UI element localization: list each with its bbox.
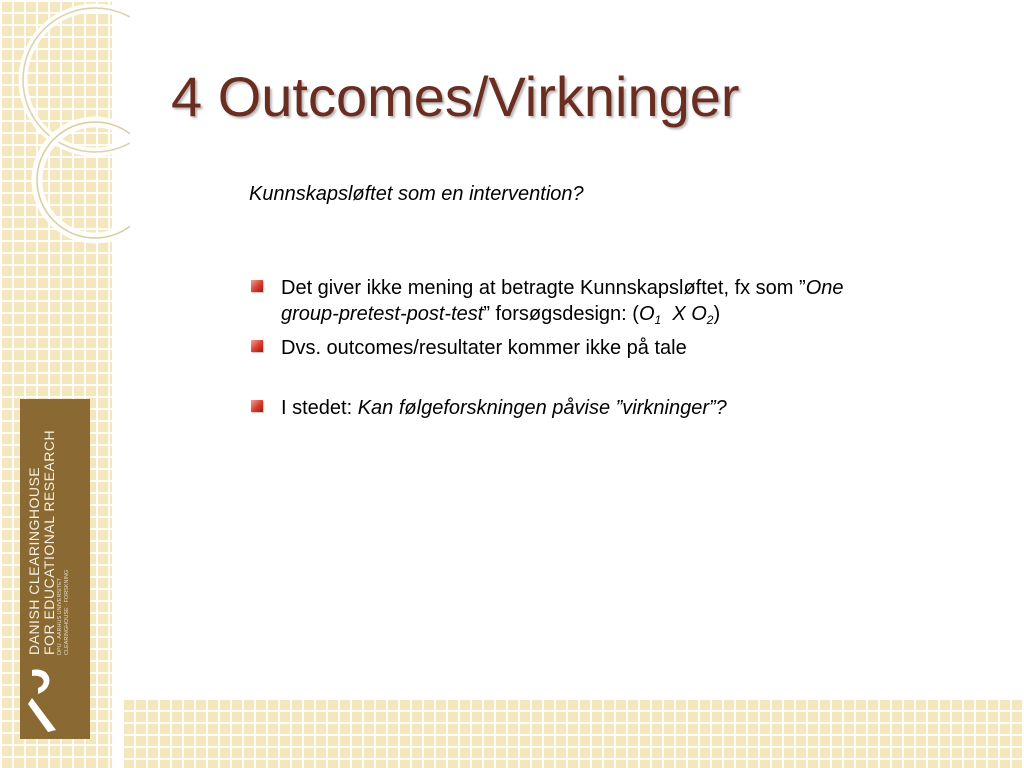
bullet-square-icon <box>251 280 263 292</box>
bullet-square-icon <box>251 340 263 352</box>
bullet-item <box>249 395 949 421</box>
logo-small-line-1: DPU · AARHUS UNIVERSITET <box>57 577 63 655</box>
logo-line-2: FOR EDUCATIONAL RESEARCH <box>41 429 57 655</box>
bullet-emphasis: Kan følgeforskningen påvise ”virkninger”? <box>357 397 727 419</box>
design-symbol-o2: O <box>691 303 707 325</box>
bullet-text: Det giver ikke mening at betragte Kunnskapsløftet, fx som ” <box>281 277 806 299</box>
bullet-text: Dvs. outcomes/resultater kommer ikke på tale <box>281 337 687 359</box>
slide-title: 4 Outcomes/Virkninger <box>171 65 740 128</box>
bullet-emphasis: One group-pretest-post-test <box>281 277 844 325</box>
bullet-square-icon <box>251 400 263 412</box>
design-symbol-o1: O <box>638 303 655 325</box>
bullet-list <box>249 275 949 421</box>
design-subscript-2: 2 <box>706 313 714 327</box>
design-symbol-x: X <box>672 303 686 325</box>
logo-text <box>27 420 71 655</box>
slide-subtitle: Kunnskapsløftet som en intervention? <box>249 183 584 205</box>
bullet-item <box>249 335 949 361</box>
logo-mark-icon <box>22 664 62 736</box>
logo-small-line-2: CLEARINGHOUSE · FORSKNING <box>64 569 70 655</box>
bottom-decorative-band <box>122 698 1024 768</box>
bullet-text: ” forsøgsdesign: ( <box>483 303 639 325</box>
design-subscript-1: 1 <box>654 313 662 327</box>
bullet-text: ) <box>713 303 721 325</box>
logo-line-1: DANISH CLEARINGHOUSE <box>26 466 42 655</box>
bullet-text: I stedet: <box>281 397 358 419</box>
ring-decoration <box>0 0 130 260</box>
bullet-item <box>249 275 881 333</box>
